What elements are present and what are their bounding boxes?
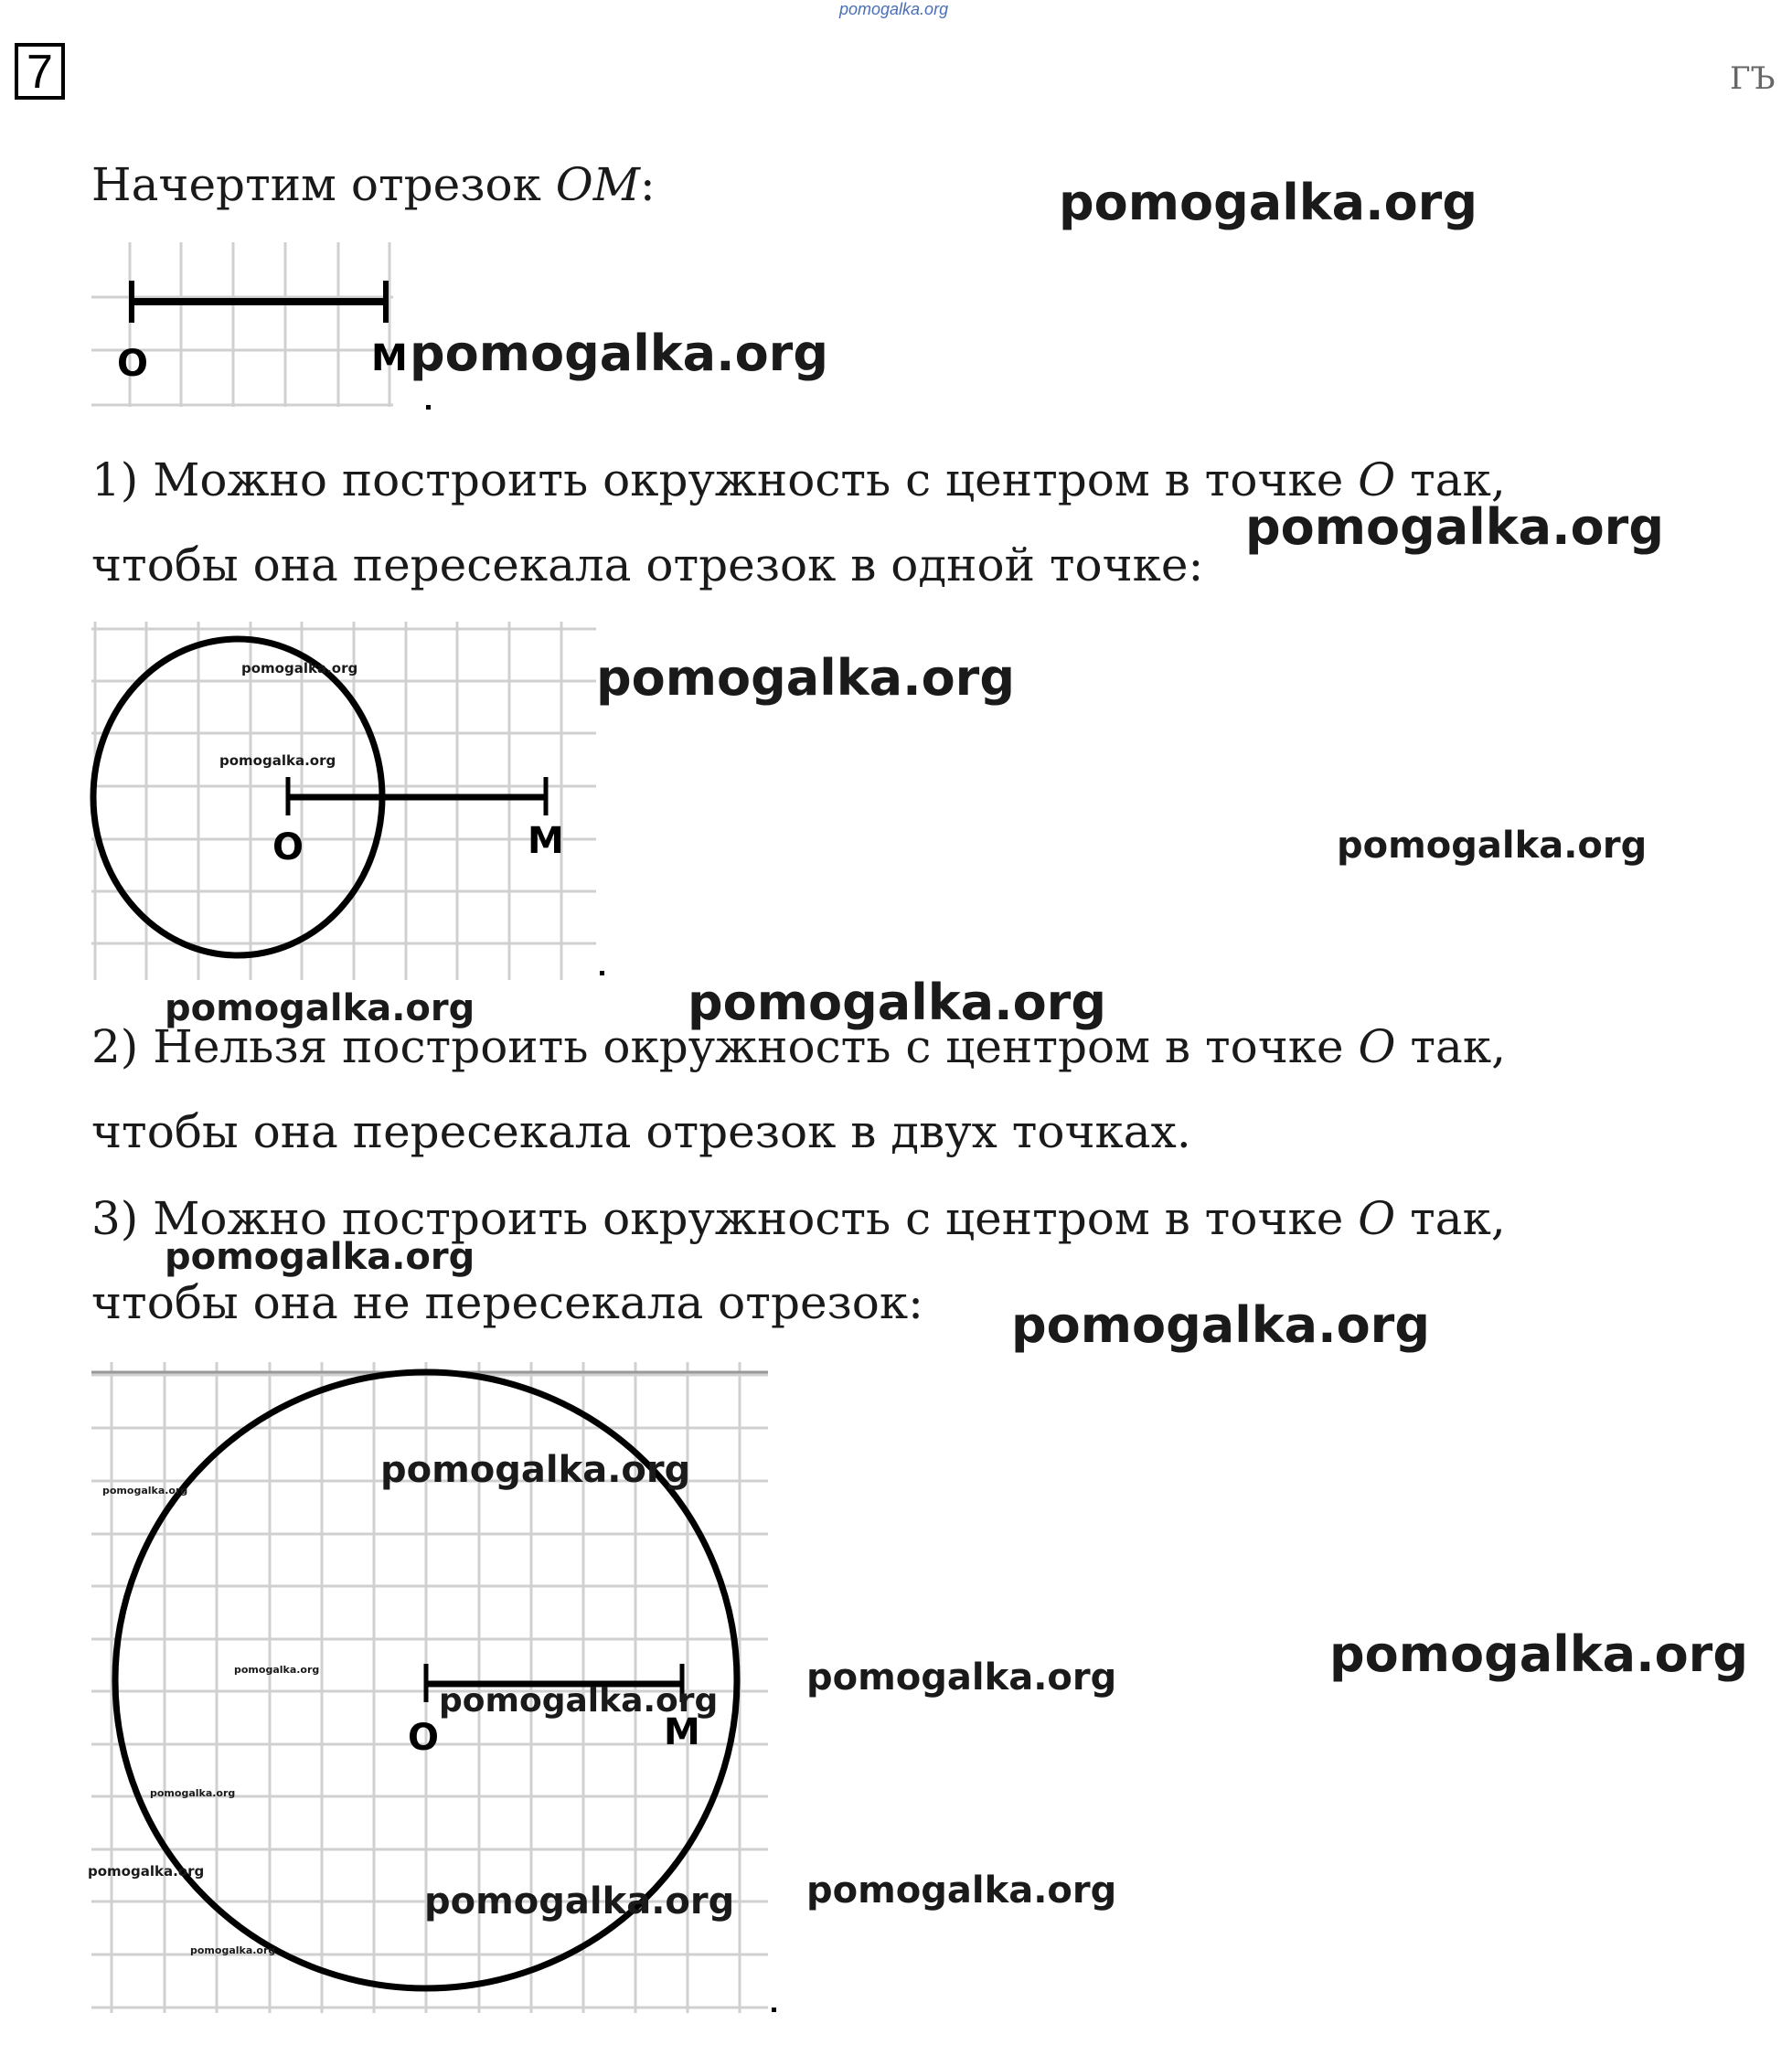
watermark: pomogalka.org: [219, 752, 336, 769]
watermark: pomogalka.org: [190, 1944, 276, 1956]
watermark: pomogalka.org: [410, 325, 828, 382]
segment-name: OM: [555, 158, 640, 211]
watermark: pomogalka.org: [806, 1869, 1117, 1912]
watermark: pomogalka.org: [88, 1863, 205, 1880]
watermark: pomogalka.org: [439, 1682, 719, 1720]
label-m: M: [371, 337, 408, 379]
top-watermark: pomogalka.org: [839, 0, 949, 18]
watermark: pomogalka.org: [1245, 498, 1664, 556]
intro-line: Начертим отрезок OM:: [91, 158, 656, 211]
p3-line2: чтобы она не пересекала отрезок:: [91, 1276, 924, 1329]
corner-mark: ГЪ: [1730, 60, 1776, 97]
p2-line2: чтобы она пересекала отрезок в двух точках.: [91, 1105, 1191, 1158]
circle-figure-one-intersection: [91, 622, 603, 987]
watermark: pomogalka.org: [688, 974, 1106, 1031]
watermark: pomogalka.org: [1011, 1296, 1430, 1354]
task-number: 7: [15, 43, 65, 100]
watermark: pomogalka.org: [1329, 1625, 1748, 1683]
p3-line1: 3) Можно построить окружность с центром в точке O так,: [91, 1192, 1506, 1245]
watermark: pomogalka.org: [380, 1449, 691, 1491]
watermark: pomogalka.org: [102, 1485, 188, 1496]
segment-figure: [91, 242, 457, 416]
watermark: pomogalka.org: [165, 1236, 475, 1278]
watermark: pomogalka.org: [1059, 174, 1477, 231]
watermark: pomogalka.org: [165, 987, 475, 1029]
watermark: pomogalka.org: [241, 660, 358, 676]
label-o: O: [408, 1717, 440, 1759]
watermark: pomogalka.org: [806, 1656, 1117, 1699]
label-m: M: [664, 1711, 700, 1753]
p2-line1: 2) Нельзя построить окружность с центром в точке O так,: [91, 1020, 1507, 1073]
watermark: pomogalka.org: [234, 1664, 320, 1676]
label-o: O: [117, 343, 149, 385]
watermark: pomogalka.org: [1337, 825, 1648, 867]
label-m: M: [528, 820, 564, 862]
label-o: O: [272, 826, 304, 868]
watermark: pomogalka.org: [424, 1880, 735, 1923]
p1-line2: чтобы она пересекала отрезок в одной точке:: [91, 538, 1204, 591]
watermark: pomogalka.org: [150, 1787, 236, 1799]
watermark: pomogalka.org: [596, 649, 1015, 707]
p1-line1: 1) Можно построить окружность с центром в точке O так,: [91, 453, 1506, 506]
